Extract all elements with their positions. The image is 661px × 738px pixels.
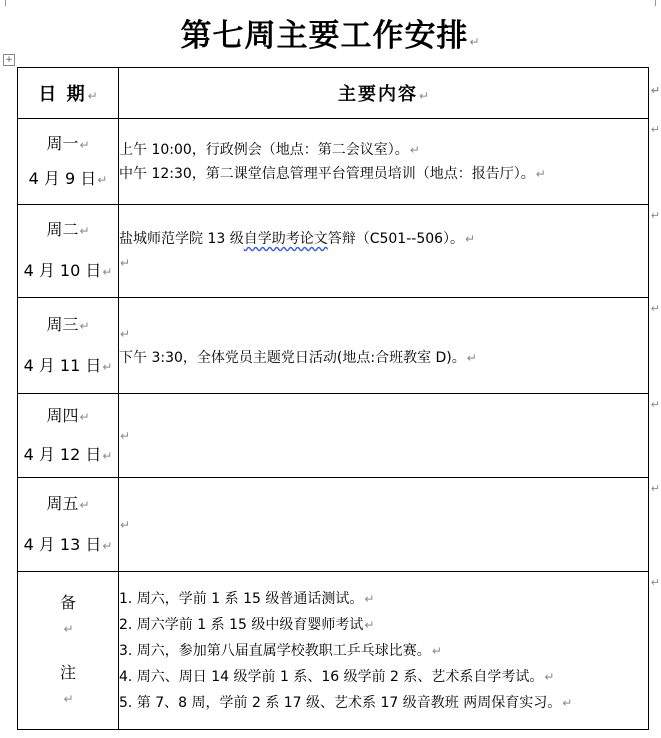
row-end-mark-icon: ↵ xyxy=(650,123,660,136)
paragraph-mark-icon: ↵ xyxy=(418,89,430,103)
date-cell xyxy=(18,205,119,298)
paragraph-mark-icon: ↵ xyxy=(63,621,74,636)
content-cell[interactable]: 盐城师范学院 13 级自学助考论文答辩（C501--506）。↵ ↵ ↵ xyxy=(119,205,649,298)
row-end-mark-icon: ↵ xyxy=(650,576,660,589)
paragraph-mark-icon: ↵ xyxy=(79,409,90,424)
schedule-item: 上午 10:00，行政例会（地点：第二会议室）。 xyxy=(119,141,409,158)
table-row xyxy=(18,478,649,572)
paragraph-mark-icon: ↵ xyxy=(102,359,113,374)
page-title xyxy=(0,14,661,64)
content-cell[interactable] xyxy=(119,394,660,478)
date-label: 4 月 9 日 xyxy=(28,168,97,188)
paragraph-mark-icon: ↵ xyxy=(409,142,420,157)
header-date-cell xyxy=(18,68,119,119)
table-header-row xyxy=(18,68,649,119)
paragraph-mark-icon: ↵ xyxy=(102,448,113,463)
paragraph-mark-icon: ↵ xyxy=(469,35,481,49)
header-content-label: 主要内容 xyxy=(337,84,418,105)
paragraph-mark-icon: ↵ xyxy=(431,643,442,658)
paragraph-mark-icon: ↵ xyxy=(364,591,375,606)
schedule-table xyxy=(17,67,660,730)
day-label: 周三 xyxy=(46,314,79,334)
date-cell xyxy=(18,478,119,572)
paragraph-mark-icon: ↵ xyxy=(102,265,113,279)
day-label: 周二 xyxy=(46,220,79,239)
paragraph-mark-icon: ↵ xyxy=(466,350,477,365)
date-cell xyxy=(18,394,119,478)
table-row xyxy=(18,119,649,205)
day-label: 周四 xyxy=(46,405,79,425)
header-date-label: 日 期 xyxy=(38,84,87,105)
content-cell[interactable] xyxy=(119,478,660,572)
note-item: 5. 第 7、8 周，学前 2 系 17 级、艺术系 17 级音教班 两周保育实习。 xyxy=(119,694,562,711)
date-label: 4 月 13 日 xyxy=(23,534,102,554)
date-cell xyxy=(18,119,119,205)
row-end-mark-icon: ↵ xyxy=(650,84,660,97)
paragraph-mark-icon: ↵ xyxy=(120,517,131,532)
note-item: 1. 周六，学前 1 系 15 级普通话测试。 xyxy=(119,590,364,607)
date-cell xyxy=(18,298,119,394)
paragraph-mark-icon: ↵ xyxy=(120,428,131,443)
paragraph-mark-icon: ↵ xyxy=(364,617,375,632)
page-corner-mark-right xyxy=(655,0,656,6)
paragraph-mark-icon: ↵ xyxy=(79,497,90,512)
date-label: 4 月 11 日 xyxy=(23,355,102,375)
paragraph-mark-icon: ↵ xyxy=(97,172,108,187)
row-end-mark-icon: ↵ xyxy=(650,482,660,495)
day-label: 周五 xyxy=(46,493,79,513)
day-label: 周一 xyxy=(46,133,79,153)
table-row xyxy=(18,394,649,478)
content-cell[interactable] xyxy=(119,298,660,394)
paragraph-mark-icon: ↵ xyxy=(120,326,131,341)
date-label: 4 月 12 日 xyxy=(23,444,102,464)
note-item: 3. 周六，参加第八届直属学校教职工乒乓球比赛。 xyxy=(119,642,431,659)
table-row xyxy=(18,298,649,394)
paragraph-mark-icon: ↵ xyxy=(562,695,573,710)
notes-row xyxy=(18,572,649,730)
title-text: 第七周主要工作安排 xyxy=(180,18,469,54)
notes-content-cell[interactable] xyxy=(119,572,660,730)
paragraph-mark-icon: ↵ xyxy=(79,224,90,238)
row-end-mark-icon: ↵ xyxy=(650,209,660,222)
paragraph-mark-icon: ↵ xyxy=(102,538,113,553)
table-row xyxy=(18,205,649,298)
note-item: 4. 周六、周日 14 级学前 1 系、16 级学前 2 系、艺术系自学考试。 xyxy=(119,668,544,685)
notes-label-char: 注 xyxy=(59,662,76,682)
notes-label-cell xyxy=(18,572,119,730)
schedule-item: 下午 3:30，全体党员主题党日活动(地点:合班教室 D)。 xyxy=(119,349,466,366)
paragraph-mark-icon: ↵ xyxy=(87,89,98,103)
paragraph-mark-icon: ↵ xyxy=(465,232,476,246)
paragraph-mark-icon: ↵ xyxy=(544,669,555,684)
row-end-mark-icon: ↵ xyxy=(650,302,660,315)
note-item: 2. 周六学前 1 系 15 级中级育婴师考试 xyxy=(119,616,364,633)
header-content-cell xyxy=(119,68,660,119)
paragraph-mark-icon: ↵ xyxy=(120,256,131,270)
row-end-mark-icon: ↵ xyxy=(650,398,660,411)
content-cell[interactable] xyxy=(119,119,660,205)
page-corner-mark-left xyxy=(5,0,6,6)
notes-label-char: 备 xyxy=(59,592,76,612)
paragraph-mark-icon: ↵ xyxy=(535,166,546,181)
table-move-handle-icon[interactable]: + xyxy=(3,54,15,66)
paragraph-mark-icon: ↵ xyxy=(79,318,90,333)
paragraph-mark-icon: ↵ xyxy=(79,137,90,152)
schedule-item: 中午 12:30，第二课堂信息管理平台管理员培训（地点：报告厅）。 xyxy=(119,165,535,182)
paragraph-mark-icon: ↵ xyxy=(63,691,74,706)
date-label: 4 月 10 日 xyxy=(23,261,102,280)
